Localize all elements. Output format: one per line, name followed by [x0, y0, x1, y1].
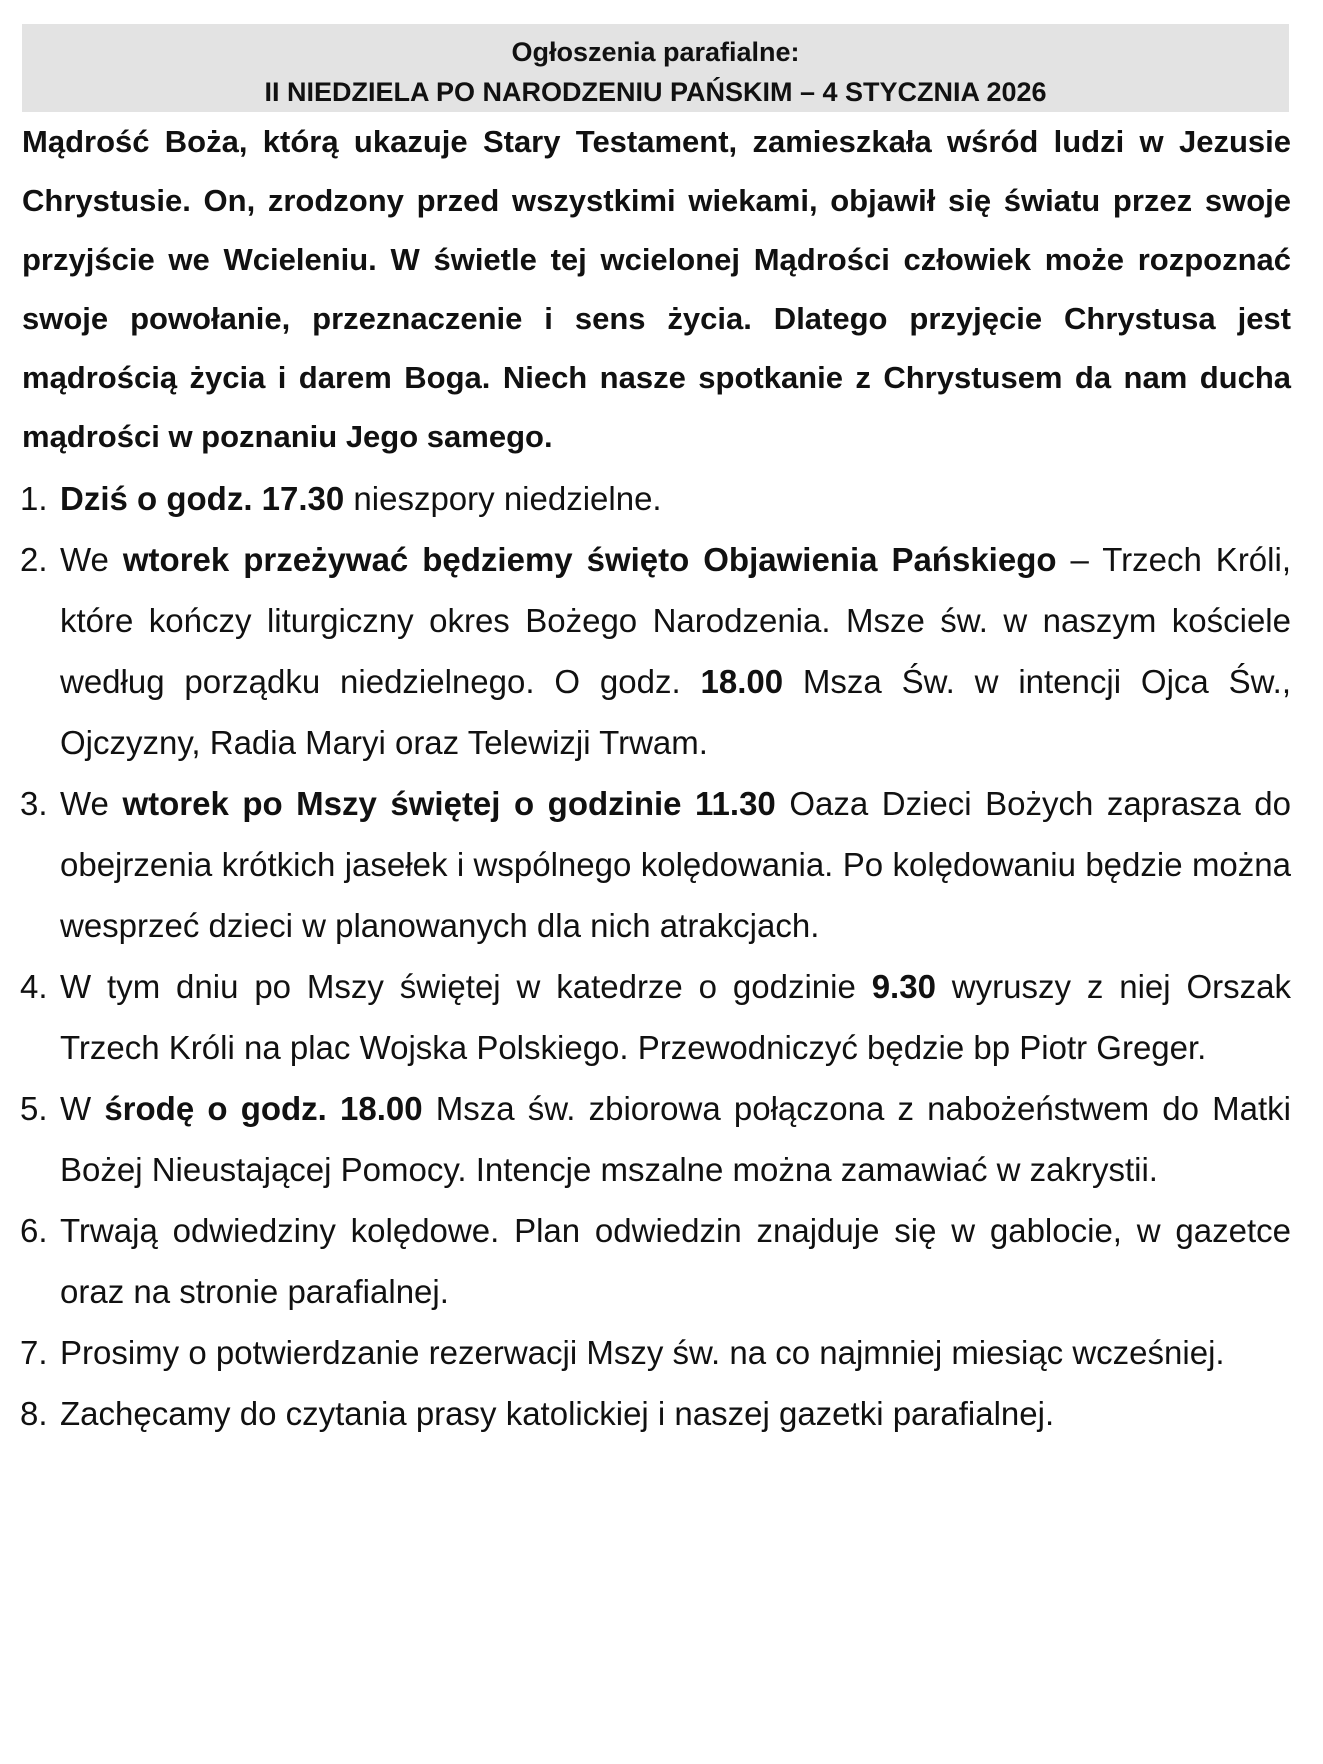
announcement-item: [20, 1322, 1301, 1383]
announcement-text-run: Msza św. zbiorowa połączona z nabożeństwem do Matki Bożej Nieustającej Pomocy. Intencje mszalne można zamawiać w zakrystii.: [60, 1090, 1291, 1188]
announcement-number: 2.: [20, 541, 48, 578]
announcement-number: 5.: [20, 1090, 48, 1127]
announcement-text: [60, 468, 1301, 529]
announcement-text: [60, 1322, 1301, 1383]
announcement-highlight: wtorek po Mszy świętej o godzinie 11.30: [122, 785, 776, 822]
announcement-text-run: Msza Św. w intencji Ojca Św., Ojczyzny, Radia Maryi oraz Telewizji Trwam.: [60, 663, 1291, 761]
header-subtitle: II NIEDZIELA PO NARODZENIU PAŃSKIM – 4 STYCZNIA 2026: [264, 77, 1047, 107]
announcement-item: [20, 956, 1301, 1078]
announcement-item: [20, 468, 1301, 529]
announcement-number: 3.: [20, 785, 48, 822]
announcement-highlight: 9.30: [871, 968, 936, 1005]
announcement-text-run: We: [60, 785, 123, 822]
announcement-highlight: 18.00: [700, 663, 784, 700]
announcement-number: 6.: [20, 1212, 48, 1249]
announcement-text-run: Zachęcamy do czytania prasy katolickiej i naszej gazetki parafialnej.: [60, 1395, 1055, 1432]
announcement-highlight: Dziś o godz. 17.30: [60, 480, 345, 517]
announcement-text-run: nieszpory niedzielne.: [344, 480, 662, 517]
announcement-item: [20, 529, 1301, 773]
announcement-item: [20, 1383, 1301, 1444]
announcement-text-run: We: [60, 541, 123, 578]
announcement-number: 7.: [20, 1334, 48, 1371]
announcement-highlight: wtorek przeżywać będziemy święto Objawienia Pańskiego: [122, 541, 1057, 578]
announcement-text: [60, 1200, 1301, 1322]
announcement-list: [20, 468, 1301, 1444]
announcement-text-run: Oaza Dzieci Bożych zaprasza do obejrzenia krótkich jasełek i wspólnego kolędowania. Po kolędowaniu będzie można wesprzeć dzieci w planowanych dla nich atrakcjach.: [60, 785, 1291, 944]
announcement-text: [60, 956, 1301, 1078]
announcement-text-run: – Trzech Króli, które kończy liturgiczny okres Bożego Narodzenia. Msze św. w naszym kościele według porządku niedzielnego. O godz.: [60, 541, 1291, 700]
page-header: [22, 24, 1289, 112]
announcement-number: 1.: [20, 480, 48, 517]
announcement-highlight: środę o godz. 18.00: [104, 1090, 423, 1127]
announcement-number: 4.: [20, 968, 48, 1005]
announcement-text-run: W: [60, 1090, 105, 1127]
announcement-text-run: Prosimy o potwierdzanie rezerwacji Mszy św. na co najmniej miesiąc wcześniej.: [60, 1334, 1225, 1371]
announcement-item: [20, 773, 1301, 956]
announcement-text-run: Trwają odwiedziny kolędowe. Plan odwiedzin znajduje się w gablocie, w gazetce oraz na stronie parafialnej.: [60, 1212, 1291, 1310]
announcement-text: [60, 529, 1301, 773]
header-title: Ogłoszenia parafialne:: [511, 37, 800, 67]
announcement-text-run: W tym dniu po Mszy świętej w katedrze o godzinie: [60, 968, 872, 1005]
announcement-item: [20, 1200, 1301, 1322]
announcement-text: [60, 1383, 1301, 1444]
announcement-text: [60, 773, 1301, 956]
announcement-text: [60, 1078, 1301, 1200]
intro-paragraph: Mądrość Boża, którą ukazuje Stary Testament, zamieszkała wśród ludzi w Jezusie Chrystusie. On, zrodzony przed wszystkimi wiekami, objawił się światu przez swoje przyjście we Wcieleniu. W świetle tej wcielonej Mądrości człowiek może rozpoznać swoje powołanie, przeznaczenie i sens życia. Dlatego przyjęcie Chrystusa jest mądrością życia i darem Boga. Niech nasze spotkanie z Chrystusem da nam ducha mądrości w poznaniu Jego samego.: [22, 124, 1291, 454]
announcement-item: [20, 1078, 1301, 1200]
announcement-number: 8.: [20, 1395, 48, 1432]
announcement-text-run: wyruszy z niej Orszak Trzech Króli na plac Wojska Polskiego. Przewodniczyć będzie bp Piotr Greger.: [60, 968, 1291, 1066]
